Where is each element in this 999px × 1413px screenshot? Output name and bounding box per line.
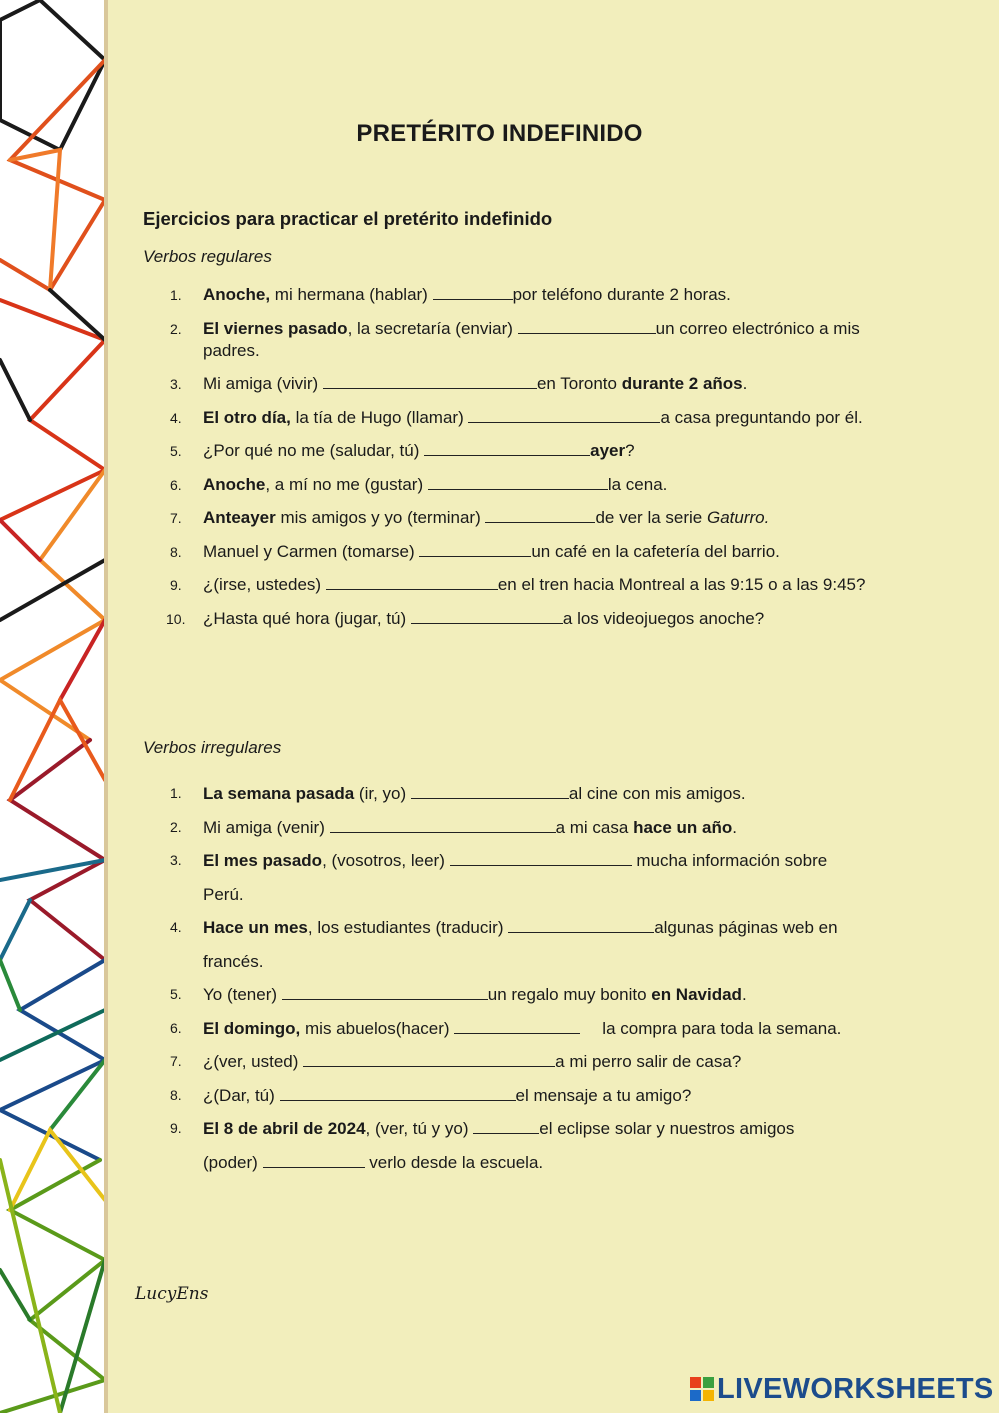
time-expression: La semana pasada [203,784,355,803]
answer-blank[interactable] [326,574,498,590]
answer-blank[interactable] [485,507,595,523]
exercise-item [170,1079,870,1113]
item-text: (ir, yo) [354,784,411,803]
item-text: Mi amiga (vivir) [203,374,323,393]
item-text: un regalo muy bonito [487,985,652,1004]
item-text: Manuel y Carmen (tomarse) [203,541,420,561]
item-text: la tía de Hugo (llamar) [290,407,469,427]
exercise-item [170,574,870,596]
exercise-item [170,844,870,911]
item-text: , la secretaría (enviar) [347,318,518,338]
time-expression: hace un año [633,817,733,837]
exercise-item [170,373,870,395]
answer-blank[interactable] [411,608,563,624]
item-text: el eclipse solar y nuestros amigos [539,1119,795,1138]
exercise-item [170,1012,870,1046]
answer-blank[interactable] [263,1152,365,1168]
answer-blank[interactable] [330,817,556,833]
page-subtitle: Ejercicios para practicar el pretérito indefinido [143,208,553,229]
item-text: ¿Por qué no me (saludar, tú) [203,441,425,460]
item-text: a mi perro salir de casa? [555,1052,742,1071]
answer-blank[interactable] [473,1118,539,1134]
exercise-item [170,507,870,529]
time-expression: Hace un mes [203,918,308,937]
item-number: 2. [170,320,182,337]
answer-blank[interactable] [468,407,660,423]
item-text: en Toronto [536,374,622,393]
exercise-item [170,440,870,462]
item-number: 2. [170,818,182,835]
item-number: 8. [170,543,182,560]
exercise-item [170,911,870,978]
item-number: 9. [170,1120,182,1136]
time-expression: Anoche [203,474,266,494]
answer-blank[interactable] [454,1018,580,1034]
item-text: ¿(Dar, tú) [203,1085,280,1105]
time-expression: ayer [590,441,626,460]
liveworksheets-logo [690,1374,994,1404]
item-text: de ver la serie [595,508,707,527]
item-text: ¿(irse, ustedes) [203,575,326,594]
exercise-item [170,1045,870,1079]
exercise-item [170,541,870,563]
item-text: verlo desde la escuela. [364,1152,544,1172]
item-number: 7. [170,510,182,526]
item-number: 9. [170,577,182,593]
time-expression: durante 2 años [621,374,743,393]
item-text: Mi amiga (venir) [203,817,330,837]
item-text: . [742,374,748,393]
item-text: Yo (tener) [203,985,282,1004]
time-expression: Anoche, [203,285,271,304]
item-number: 5. [170,443,182,459]
item-text: a los videojuegos anoche? [562,608,765,628]
time-expression: El otro día, [203,407,291,427]
answer-blank[interactable] [282,984,488,1000]
exercise-item [170,284,870,306]
item-text: mis abuelos(hacer) [300,1018,455,1038]
item-number: 4. [170,409,182,426]
item-text: , los estudiantes (traducir) [307,918,509,937]
regular-verbs-list [166,284,870,641]
section-heading-regular: Verbos regulares [143,247,272,266]
item-text: al cine con mis amigos. [568,784,746,803]
brand-name: LIVEWORKSHEETS [717,1373,994,1405]
item-number: 7. [170,1053,182,1069]
answer-blank[interactable] [411,783,569,799]
item-text: , a mí no me (gustar) [265,474,428,494]
series-title: Gaturro. [706,508,770,527]
item-number: 3. [170,376,182,392]
exercise-item [170,1112,870,1179]
item-number: 3. [170,852,182,868]
item-number: 6. [170,1019,182,1036]
time-expression: El 8 de abril de 2024 [203,1119,366,1138]
item-text: un correo electrónico a mis padres. [203,318,860,360]
item-number: 10. [166,610,186,627]
item-text: en el tren hacia Montreal a las 9:15 o a las 9:45? [497,575,866,594]
answer-blank[interactable] [419,541,531,557]
decorative-border-art [0,0,108,1413]
item-text: ¿Hasta qué hora (jugar, tú) [203,608,411,628]
item-text: mi hermana (hablar) [270,285,433,304]
answer-blank[interactable] [323,373,537,389]
item-text: ¿(ver, usted) [203,1052,304,1071]
item-text: . [741,985,747,1004]
item-text: a mi casa [555,817,634,837]
exercise-item [170,777,870,811]
item-text: mucha información sobre Perú. [203,851,828,904]
time-expression: El viernes pasado [203,318,348,338]
item-text: la cena. [607,474,668,494]
answer-blank[interactable] [433,284,513,300]
item-text: el mensaje a tu amigo? [515,1085,692,1105]
item-text: (poder) [203,1152,263,1172]
exercise-item [170,811,870,845]
item-number: 8. [170,1086,182,1103]
answer-blank[interactable] [280,1085,516,1101]
item-text: . [732,817,737,837]
exercise-item [170,407,870,429]
item-text: a casa preguntando por él. [660,407,863,427]
page-title: PRETÉRITO INDEFINIDO [356,120,643,147]
exercise-item [166,608,870,630]
author-signature: LucyEns [135,1284,209,1304]
answer-blank[interactable] [424,440,590,456]
item-text: un café en la cafetería del barrio. [531,541,780,561]
section-heading-irregular: Verbos irregulares [143,738,282,757]
item-number: 1. [170,287,182,303]
answer-blank[interactable] [518,318,656,334]
item-text: la compra para toda la semana. [602,1018,842,1038]
item-text: ? [625,441,635,460]
time-expression: El mes pasado [203,851,323,870]
exercise-item [170,318,870,362]
item-number: 4. [170,919,182,935]
liveworksheets-icon [690,1377,714,1401]
answer-blank[interactable] [450,850,632,866]
item-number: 6. [170,476,182,493]
answer-blank[interactable] [508,917,654,933]
item-text: , (vosotros, leer) [322,851,450,870]
item-number: 1. [170,785,182,801]
time-expression: en Navidad [651,985,742,1004]
exercise-item [170,474,870,496]
item-text: algunas páginas web en francés. [203,918,838,971]
item-text: mis amigos y yo (terminar) [275,508,486,527]
exercise-item [170,978,870,1012]
time-expression: El domingo, [203,1018,301,1038]
item-text: por teléfono durante 2 horas. [512,285,731,304]
answer-blank[interactable] [428,474,608,490]
item-number: 5. [170,986,182,1002]
answer-blank[interactable] [303,1051,555,1067]
irregular-verbs-list [170,777,870,1179]
item-text: , (ver, tú y yo) [365,1119,474,1138]
time-expression: Anteayer [203,508,276,527]
